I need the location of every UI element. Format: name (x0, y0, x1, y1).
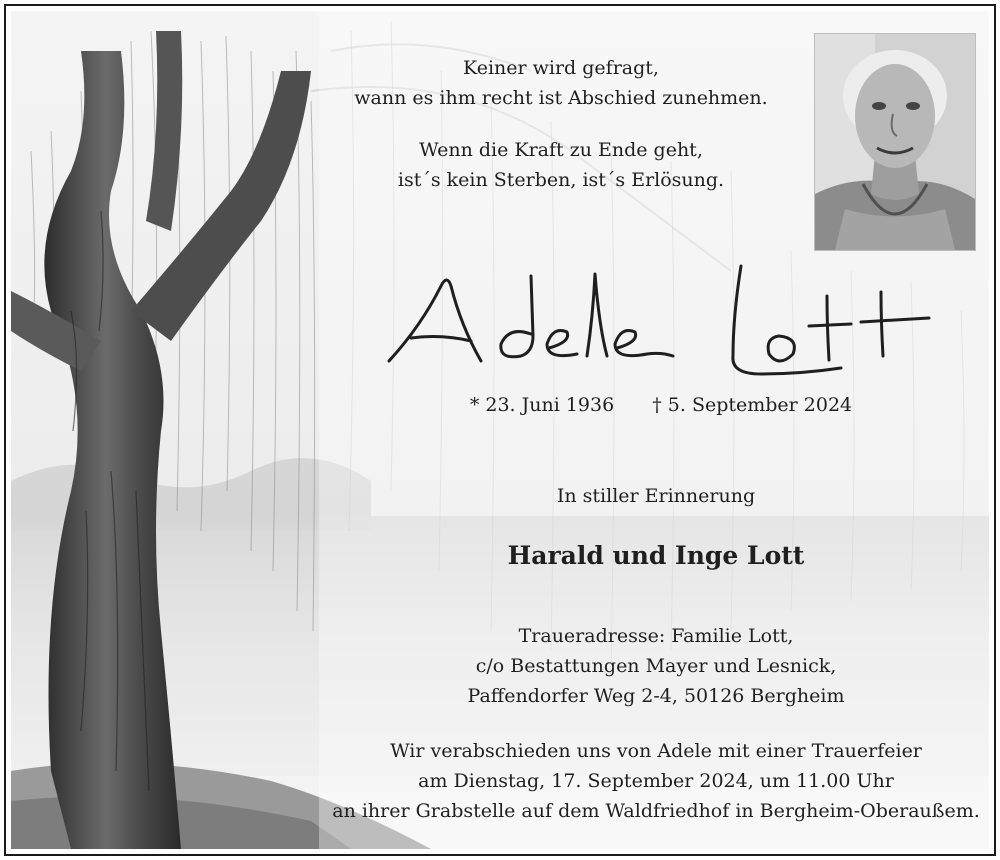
address-line: Traueradresse: Familie Lott, (518, 625, 794, 647)
portrait-photo (814, 33, 976, 251)
obituary-card (11, 11, 989, 849)
life-dates (441, 394, 881, 416)
verse-spacer (331, 113, 791, 135)
obituary-frame (4, 4, 996, 856)
verse-line: ist´s kein Sterben, ist´s Erlösung. (397, 169, 725, 191)
ceremony-line: am Dienstag, 17. September 2024, um 11.00 Uhr (418, 770, 894, 792)
ceremony-info (331, 736, 981, 826)
name-signature (381, 256, 941, 386)
ceremony-line: Wir verabschieden uns von Adele mit einer Trauerfeier (390, 740, 922, 762)
address-line: c/o Bestattungen Mayer und Lesnick, (475, 655, 837, 677)
mourning-address (431, 621, 881, 711)
verse-line: Wenn die Kraft zu Ende geht, (419, 139, 703, 161)
portrait-illustration (815, 34, 975, 250)
family-names: Harald und Inge Lott (507, 541, 805, 570)
death-date: † 5. September 2024 (652, 394, 853, 416)
verse (331, 53, 791, 195)
birth-date: * 23. Juni 1936 (469, 394, 615, 416)
verse-line: wann es ihm recht ist Abschied zunehmen. (354, 87, 768, 109)
address-line: Paffendorfer Weg 2-4, 50126 Bergheim (467, 685, 845, 707)
verse-line: Keiner wird gefragt, (463, 57, 659, 79)
memory-line: In stiller Erinnerung (556, 485, 756, 507)
ceremony-line: an ihrer Grabstelle auf dem Waldfriedhof in Bergheim-Oberaußem. (332, 800, 980, 822)
